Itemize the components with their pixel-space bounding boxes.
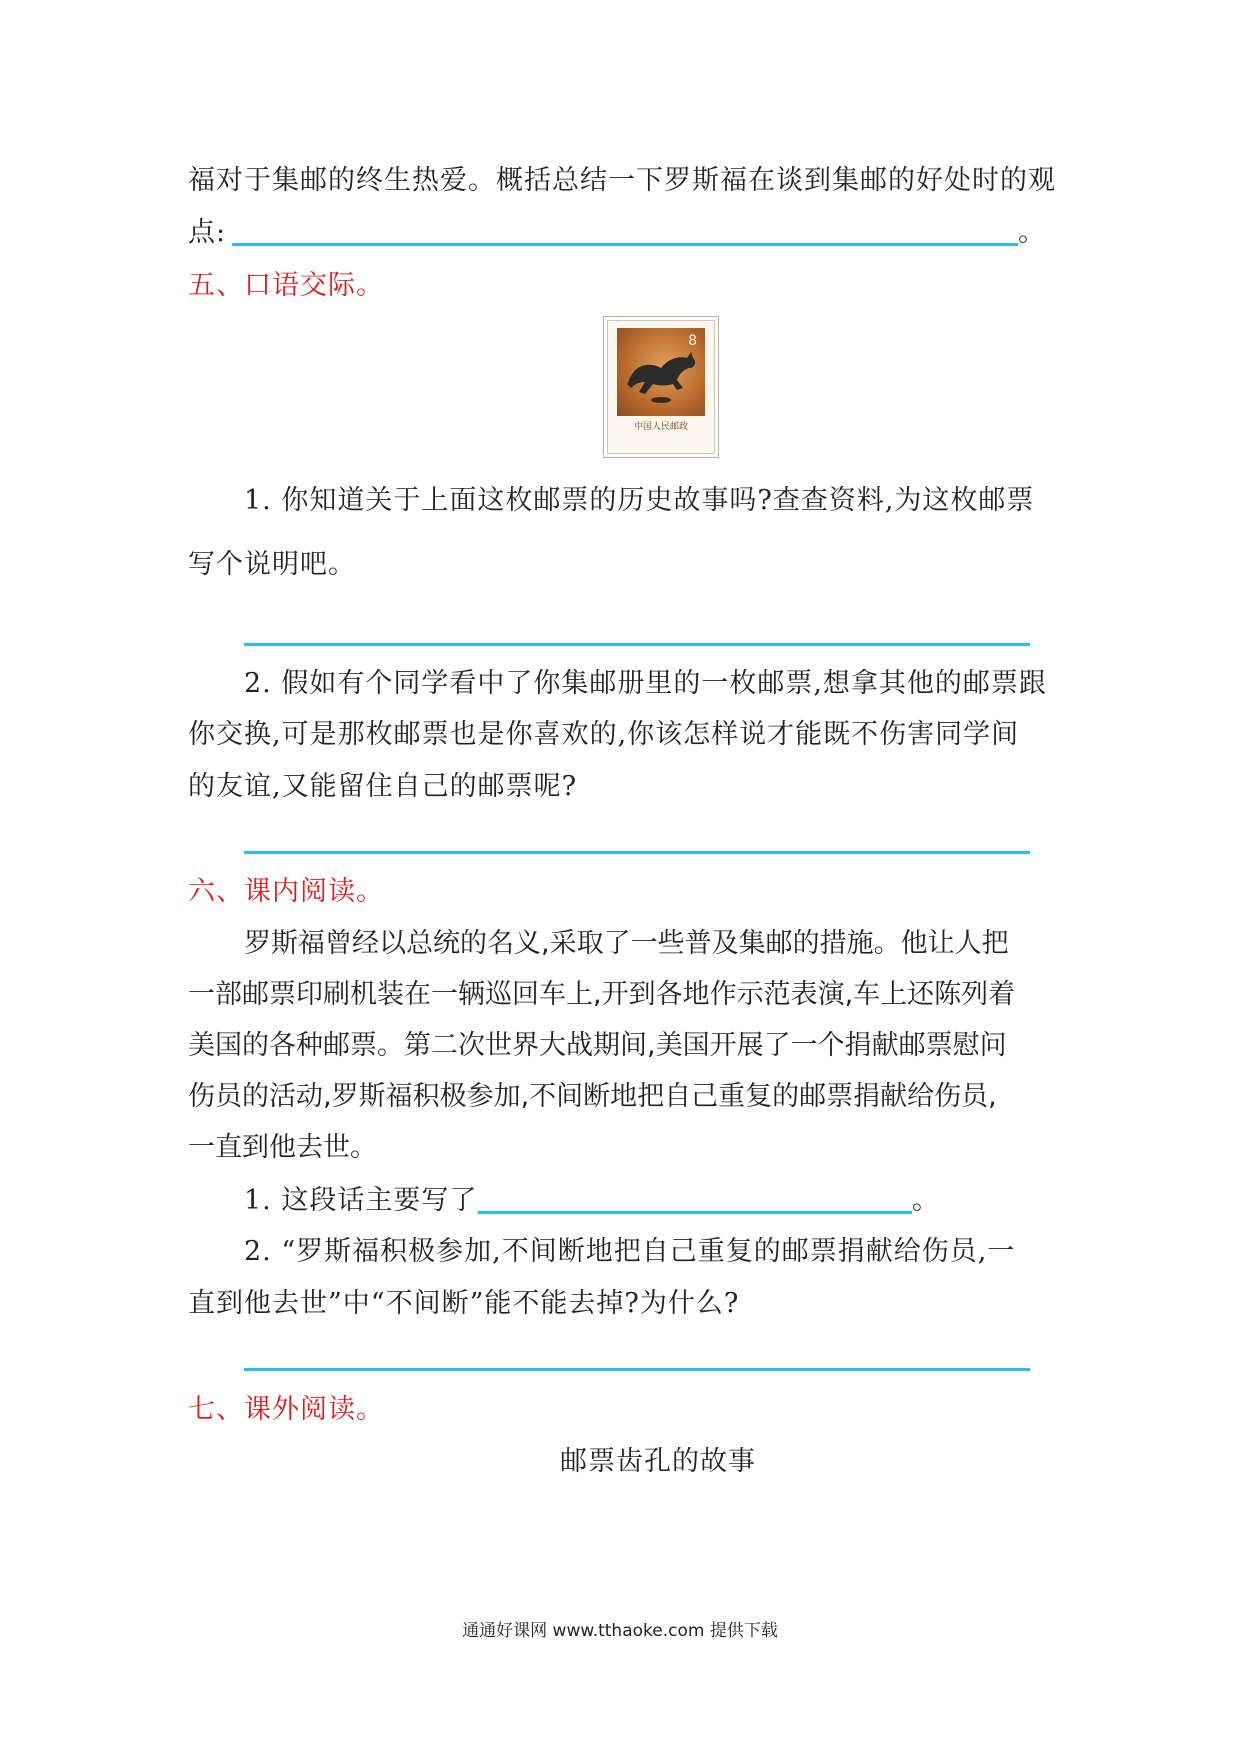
- s6-q2-line-1: 2. “罗斯福积极参加,不间断地把自己重复的邮票捐献给伤员,一: [244, 1236, 1016, 1267]
- passage-line-3: 美国的各种邮票。第二次世界大战期间,美国开展了一个捐献邮票慰问: [188, 1030, 1007, 1061]
- answer-line[interactable]: [244, 643, 1030, 646]
- s5-q1-line-2: 写个说明吧。: [188, 549, 356, 580]
- story-title: 邮票齿孔的故事: [560, 1446, 756, 1477]
- s5-q2-line-2: 你交换,可是那枚邮票也是你喜欢的,你该怎样说才能既不伤害同学间: [188, 719, 1020, 750]
- s6-q2-line-2: 直到他去世”中“不间断”能不能去掉?为什么?: [188, 1288, 740, 1319]
- section-7-heading: 七、课外阅读。: [188, 1394, 384, 1425]
- stamp-picture: [617, 328, 705, 416]
- answer-line[interactable]: [244, 1368, 1030, 1371]
- stamp-value: 8: [688, 333, 697, 349]
- section-5-heading: 五、口语交际。: [188, 270, 384, 301]
- answer-line[interactable]: [478, 1211, 912, 1214]
- section-6-heading: 六、课内阅读。: [188, 876, 384, 907]
- answer-line[interactable]: [244, 851, 1030, 854]
- passage-line-2: 一部邮票印刷机装在一辆巡回车上,开到各地作示范表演,车上还陈列着: [188, 979, 1016, 1010]
- s6-q1-suffix: 。: [912, 1185, 940, 1216]
- passage-line-4: 伤员的活动,罗斯福积极参加,不间断地把自己重复的邮票捐献给伤员,: [188, 1081, 997, 1112]
- page-footer: 通通好课网 www.tthaoke.com 提供下载: [462, 1621, 778, 1641]
- s5-q1-line-1: 1. 你知道关于上面这枚邮票的历史故事吗?查查资料,为这枚邮票: [244, 485, 1035, 516]
- continuation-line-2-suffix: 。: [1018, 217, 1046, 248]
- passage-line-1: 罗斯福曾经以总统的名义,采取了一些普及集邮的措施。他让人把: [244, 928, 1009, 959]
- stamp-caption: 中国人民邮政: [633, 422, 688, 432]
- postage-stamp-image: [607, 320, 715, 454]
- passage-line-5: 一直到他去世。: [188, 1132, 377, 1163]
- s6-q1-prefix: 1. 这段话主要写了: [244, 1185, 478, 1216]
- s5-q2-line-3: 的友谊,又能留住自己的邮票呢?: [188, 771, 578, 802]
- continuation-line-1: 福对于集邮的终生热爱。概括总结一下罗斯福在谈到集邮的好处时的观: [188, 165, 1056, 196]
- answer-line[interactable]: [232, 243, 1018, 246]
- continuation-line-2-prefix: 点:: [188, 217, 227, 248]
- s5-q2-line-1: 2. 假如有个同学看中了你集邮册里的一枚邮票,想拿其他的邮票跟: [244, 668, 1047, 699]
